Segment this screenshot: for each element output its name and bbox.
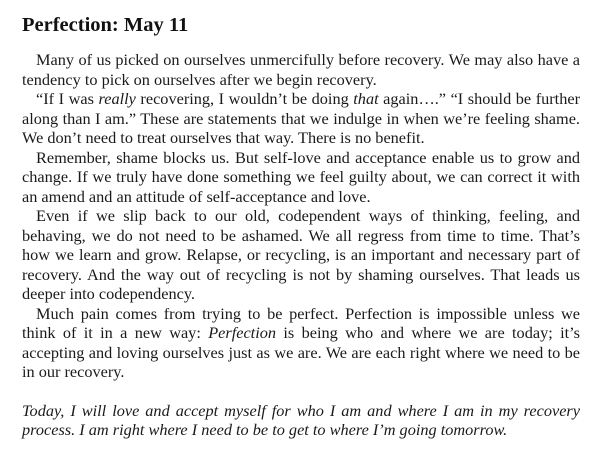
body-text-run: Much pain comes from trying to be perfect. Perfection is impossible unless we think of it in a new way: <box>22 303 580 342</box>
body-text-run: “If I was <box>36 89 99 108</box>
meditation-body <box>22 50 580 382</box>
body-text-run: Many of us picked on ourselves unmercifully before recovery. We may also have a tendency to pick on ourselves after we begin recovery. <box>22 50 580 89</box>
body-text-run: recovering, I wouldn’t be doing <box>135 89 354 108</box>
paragraph <box>22 50 580 89</box>
daily-affirmation: Today, I will love and accept myself for who I am and where I am in my recovery process. I am right where I need to be to get to where I’m going tomorrow. <box>22 400 580 439</box>
emphasis-text: Perfection <box>208 323 277 342</box>
emphasis-text: that <box>353 89 379 108</box>
page-title: Perfection: May 11 <box>22 14 189 36</box>
paragraph <box>22 304 580 382</box>
paragraph <box>22 89 580 148</box>
emphasis-text: really <box>98 89 136 108</box>
body-text-run: Even if we slip back to our old, codependent ways of thinking, feeling, and behaving, we do not need to be ashamed. We all regress from time to time. That’s how we learn and grow. Relapse, or recycling, is an important and necessary part of recovery. And the way out of recycling is not by shaming ourselves. That leads us deeper into codependency. <box>22 206 580 303</box>
paragraph <box>22 148 580 207</box>
body-text-run: Remember, shame blocks us. But self-love and acceptance enable us to grow and change. If we truly have done something we feel guilty about, we can correct it with an amend and an attitude of self-acceptance and love. <box>22 147 580 206</box>
body-text-run: is being who and where we are today; it’s accepting and loving ourselves just as we are. We are each right where we need to be in our recovery. <box>22 323 580 381</box>
paragraph <box>22 206 580 304</box>
body-text-run: again….” “I should be further along than I am.” These are statements that we indulge in when we’re feeling shame. We don’t need to treat ourselves that way. There is no benefit. <box>22 89 580 147</box>
